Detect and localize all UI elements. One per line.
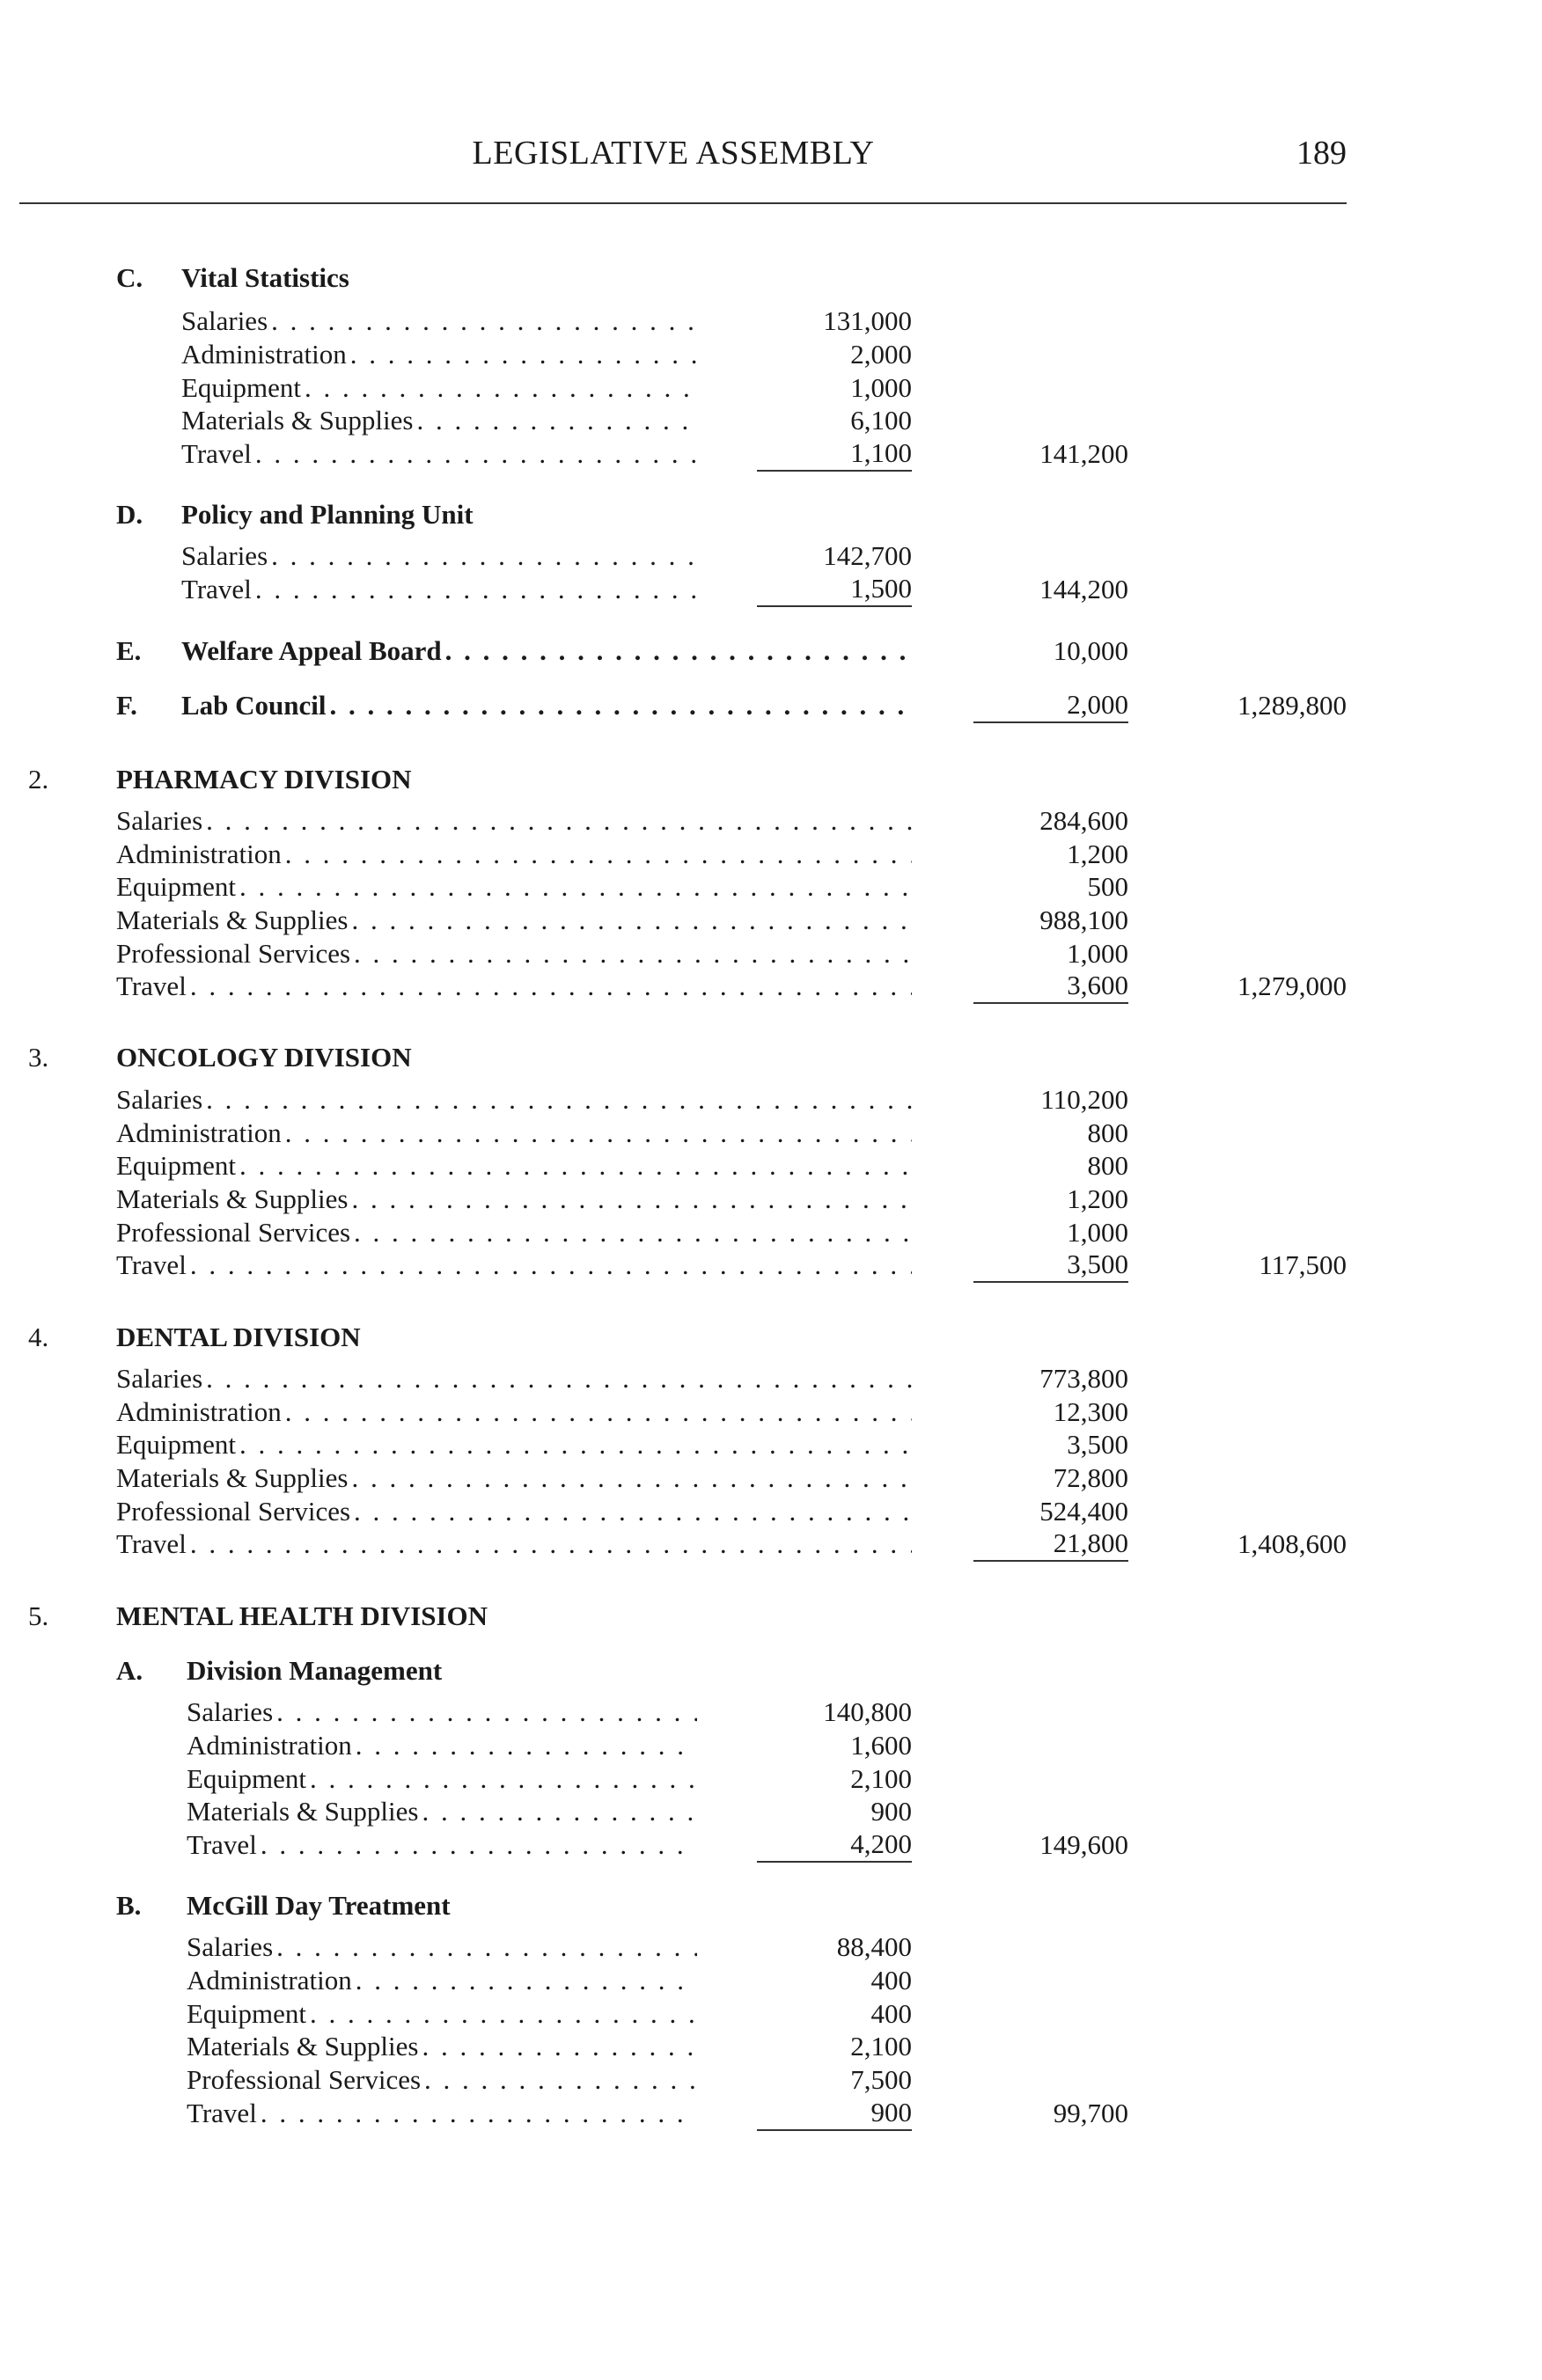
subtotal-amount: 149,600 <box>1039 1829 1128 1860</box>
line-amount: 3,500 <box>1067 1429 1128 1460</box>
line-item <box>0 370 1542 406</box>
line-amount: 988,100 <box>1039 904 1128 935</box>
division-title: PHARMACY DIVISION <box>116 764 412 795</box>
page-title: LEGISLATIVE ASSEMBLY <box>472 135 875 172</box>
division-number: 5. <box>28 1600 49 1631</box>
section-letter: B. <box>116 1890 142 1921</box>
line-item <box>0 403 1542 438</box>
line-item <box>0 633 1542 669</box>
section-letter: D. <box>116 499 143 530</box>
line-label: Equipment <box>116 1150 237 1181</box>
line-item <box>0 1963 1542 1998</box>
line-item <box>0 1494 1542 1529</box>
line-label: Administration <box>116 838 282 869</box>
line-item <box>0 538 1542 574</box>
section-title: Vital Statistics <box>181 262 349 293</box>
division-total: 1,408,600 <box>1237 1528 1347 1559</box>
division-number: 4. <box>28 1322 49 1352</box>
section-letter: A. <box>116 1655 143 1686</box>
line-label: Materials & Supplies <box>116 904 349 935</box>
line-item <box>0 2062 1542 2098</box>
division-heading <box>0 762 1542 797</box>
division-title: MENTAL HEALTH DIVISION <box>116 1600 488 1631</box>
line-amount: 1,200 <box>1067 838 1128 869</box>
line-item <box>0 837 1542 872</box>
line-label: Equipment <box>116 871 237 902</box>
section-title: Division Management <box>187 1655 443 1686</box>
line-label: Equipment <box>187 1763 307 1794</box>
line-item <box>0 1248 1542 1283</box>
line-item <box>0 1148 1542 1183</box>
line-amount: 1,500 <box>757 572 912 607</box>
line-label: Equipment <box>181 372 302 403</box>
section-heading <box>0 1888 1542 1923</box>
line-amount: 21,800 <box>973 1527 1128 1562</box>
line-item <box>0 1215 1542 1250</box>
line-amount: 400 <box>870 1998 912 2029</box>
section-letter: F. <box>116 690 137 721</box>
line-item <box>0 436 1542 472</box>
line-amount: 800 <box>1087 1150 1128 1181</box>
line-amount: 400 <box>870 1965 912 1996</box>
division-total: 1,289,800 <box>1237 690 1347 721</box>
line-amount: 1,000 <box>1067 1217 1128 1248</box>
line-label: Materials & Supplies <box>187 2031 419 2061</box>
line-amount: 2,100 <box>850 2031 912 2061</box>
line-item <box>0 1361 1542 1396</box>
line-label: Salaries <box>116 1363 203 1394</box>
line-label: Travel <box>181 574 252 604</box>
line-item <box>0 337 1542 372</box>
line-item <box>0 1695 1542 1730</box>
line-label: Travel <box>116 970 187 1001</box>
line-label: Salaries <box>181 305 268 336</box>
division-title: DENTAL DIVISION <box>116 1322 361 1352</box>
header-rule <box>19 202 1347 204</box>
section-letter: C. <box>116 262 143 293</box>
line-item <box>0 1761 1542 1797</box>
line-label: Administration <box>187 1965 352 1996</box>
line-label: Salaries <box>187 1696 274 1727</box>
line-amount: 900 <box>757 2096 912 2131</box>
line-label: Travel <box>187 2098 257 2128</box>
line-label: Travel <box>116 1249 187 1280</box>
section-heading <box>0 260 1542 296</box>
line-label: Administration <box>187 1730 352 1761</box>
line-label: Administration <box>116 1396 282 1427</box>
line-item <box>0 869 1542 904</box>
line-item <box>0 1930 1542 1965</box>
line-label: Administration <box>181 339 347 370</box>
line-label: Professional Services <box>116 1217 351 1248</box>
line-item <box>0 936 1542 971</box>
line-item <box>0 1395 1542 1430</box>
line-item <box>0 2096 1542 2131</box>
line-amount: 1,600 <box>850 1730 912 1761</box>
section-heading <box>0 1653 1542 1688</box>
line-label: Salaries <box>116 805 203 836</box>
line-item <box>0 1182 1542 1217</box>
line-amount: 6,100 <box>850 405 912 436</box>
line-amount: 1,200 <box>1067 1183 1128 1214</box>
line-item <box>0 688 1542 723</box>
section-heading <box>0 497 1542 532</box>
line-amount: 110,200 <box>1040 1084 1128 1115</box>
section-title: Welfare Appeal Board <box>181 635 442 666</box>
division-number: 2. <box>28 764 49 795</box>
line-label: Salaries <box>116 1084 203 1115</box>
line-label: Professional Services <box>187 2064 422 2095</box>
line-label: Materials & Supplies <box>116 1183 349 1214</box>
line-label: Administration <box>116 1117 282 1148</box>
line-amount: 800 <box>1087 1117 1128 1148</box>
line-item <box>0 1082 1542 1117</box>
line-amount: 10,000 <box>1053 635 1128 666</box>
line-amount: 284,600 <box>1039 805 1128 836</box>
division-total: 1,279,000 <box>1237 970 1347 1001</box>
line-label: Equipment <box>187 1998 307 2029</box>
line-label: Materials & Supplies <box>187 1796 419 1827</box>
line-amount: 773,800 <box>1039 1363 1128 1394</box>
line-amount: 12,300 <box>1053 1396 1128 1427</box>
line-item <box>0 1527 1542 1562</box>
line-item <box>0 2029 1542 2064</box>
line-label: Salaries <box>181 540 268 571</box>
section-title: McGill Day Treatment <box>187 1890 451 1921</box>
line-amount: 500 <box>1087 871 1128 902</box>
line-item <box>0 304 1542 339</box>
line-label: Travel <box>116 1528 187 1559</box>
subtotal-amount: 141,200 <box>1039 438 1128 469</box>
division-total: 117,500 <box>1259 1249 1347 1280</box>
line-amount: 88,400 <box>836 1931 912 1962</box>
line-item <box>0 1461 1542 1496</box>
line-item <box>0 572 1542 607</box>
line-amount: 7,500 <box>850 2064 912 2095</box>
line-amount: 1,000 <box>1067 938 1128 969</box>
line-label: Travel <box>181 438 252 469</box>
line-label: Materials & Supplies <box>181 405 414 436</box>
line-amount: 900 <box>870 1796 912 1827</box>
line-amount: 1,000 <box>850 372 912 403</box>
division-heading <box>0 1040 1542 1075</box>
line-label: Salaries <box>187 1931 274 1962</box>
division-heading <box>0 1599 1542 1634</box>
line-item <box>0 903 1542 938</box>
line-amount: 140,800 <box>823 1696 912 1727</box>
line-amount: 3,500 <box>973 1248 1128 1283</box>
page-number: 189 <box>1296 135 1347 172</box>
section-letter: E. <box>116 635 142 666</box>
line-item <box>0 803 1542 838</box>
subtotal-amount: 144,200 <box>1039 574 1128 604</box>
line-item <box>0 1827 1542 1863</box>
line-label: Travel <box>187 1829 257 1860</box>
line-item <box>0 1116 1542 1151</box>
line-amount: 524,400 <box>1039 1496 1128 1527</box>
line-amount: 72,800 <box>1053 1462 1128 1493</box>
line-item <box>0 969 1542 1004</box>
line-amount: 131,000 <box>823 305 912 336</box>
line-label: Equipment <box>116 1429 237 1460</box>
line-amount: 1,100 <box>757 436 912 472</box>
division-heading <box>0 1320 1542 1355</box>
line-item <box>0 1427 1542 1462</box>
section-title: Lab Council <box>181 690 327 721</box>
line-amount: 2,000 <box>850 339 912 370</box>
line-amount: 2,100 <box>850 1763 912 1794</box>
line-item <box>0 1996 1542 2032</box>
subtotal-amount: 99,700 <box>1053 2098 1128 2128</box>
line-amount: 142,700 <box>823 540 912 571</box>
line-label: Professional Services <box>116 1496 351 1527</box>
division-number: 3. <box>28 1042 49 1073</box>
line-amount: 4,200 <box>757 1827 912 1863</box>
line-label: Materials & Supplies <box>116 1462 349 1493</box>
line-item <box>0 1728 1542 1763</box>
line-item <box>0 1794 1542 1829</box>
section-title: Policy and Planning Unit <box>181 499 474 530</box>
division-title: ONCOLOGY DIVISION <box>116 1042 412 1073</box>
line-amount: 3,600 <box>973 969 1128 1004</box>
line-amount: 2,000 <box>973 688 1128 723</box>
line-label: Professional Services <box>116 938 351 969</box>
